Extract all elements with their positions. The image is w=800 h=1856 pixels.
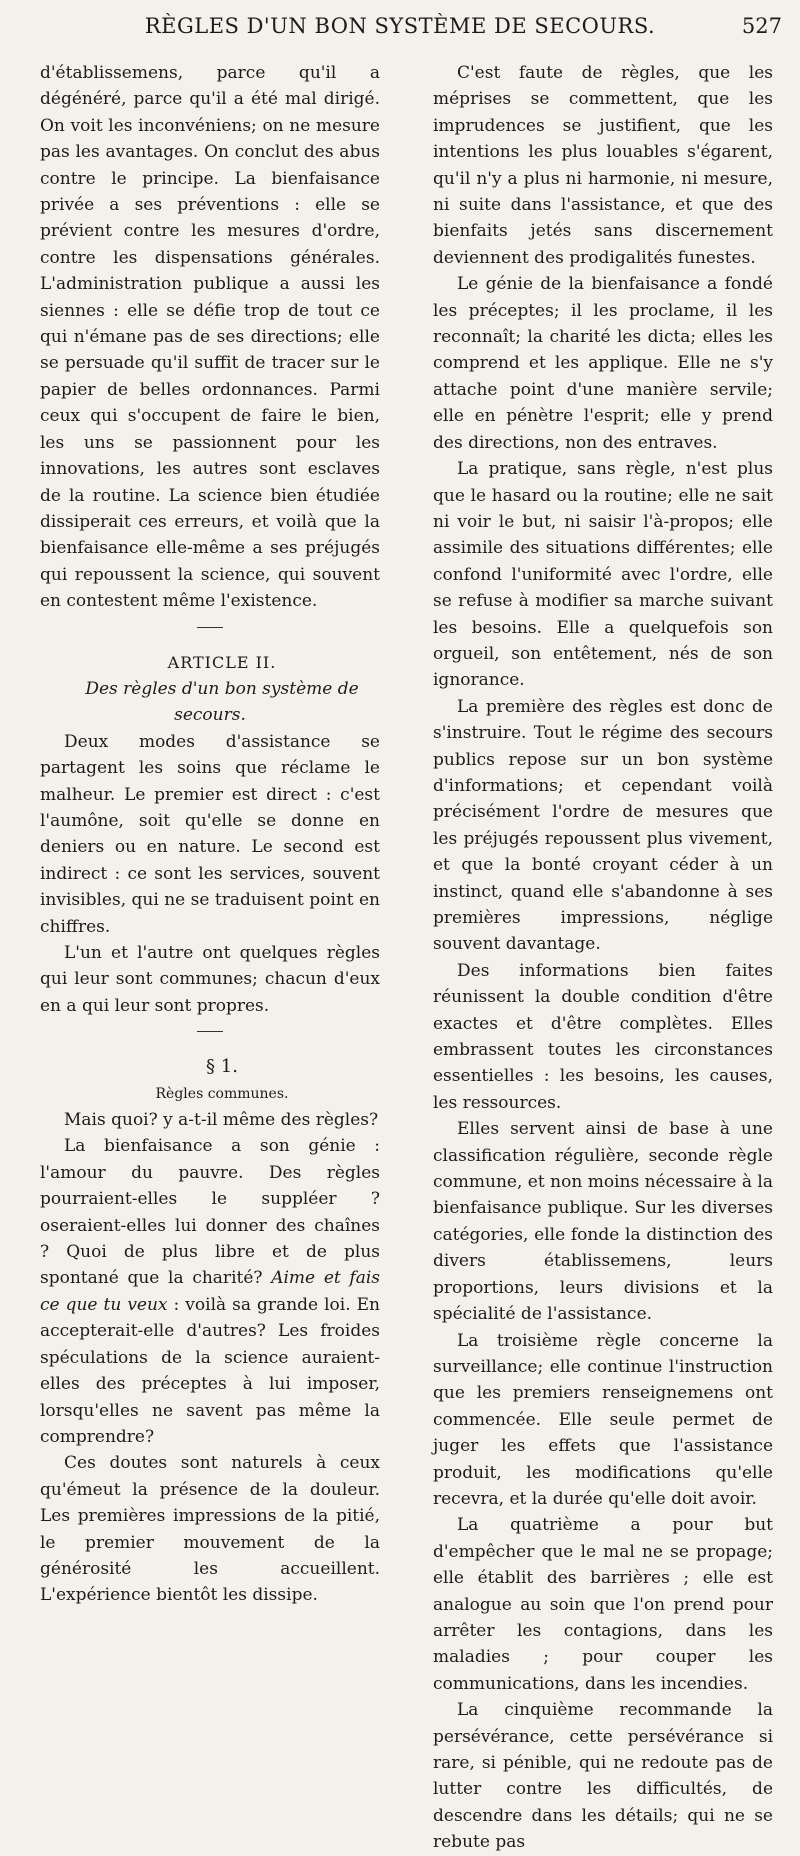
running-title: RÈGLES D'UN BON SYSTÈME DE SECOURS. — [144, 14, 656, 38]
paragraph: Deux modes d'assistance se partagent les soins que réclame le malheur. Le premier est direct : c'est l'aumône, soit qu'elle se donne en deniers ou en nature. Le second est indirect : ce sont les services, souvent invisibles, qui ne se traduisent point en chiffres. — [40, 731, 380, 937]
paragraph: d'établissemens, parce qu'il a dégénéré, parce qu'il a été mal dirigé. On voit les inconvéniens; on ne mesure pas les avantages. On conclut des abus contre le principe. La bienfaisance privée a ses préventions : elle se prévient contre les mesures d'ordre, contre les dispensations générales. L'administration publique a aussi les siennes : elle se défie trop de tout ce qui n'émane pas de ses directions; elle se persuade qu'il suffit de tracer sur le papier de belles ordonnances. Parmi ceux qui s'occupent de faire le bien, les uns se passionnent pour les innovations, les autres sont esclaves de la routine. La science bien étudiée dissiperait ces erreurs, et voilà que la bienfaisance elle-même a ses préjugés qui repoussent la science, qui souvent en contestent même l'existence. — [40, 63, 380, 612]
paragraph: Ces doutes sont naturels à ceux qu'émeut la présence de la douleur. Les premières impressions de la pitié, le premier mouvement de la générosité les accueillent. L'expérience bientôt les dissipe. — [40, 1453, 380, 1606]
italic-quote: Aime et fais ce que tu veux — [40, 1268, 380, 1315]
paragraph: La quatrième a pour but d'empêcher que le mal ne se propage; elle établit des barrières ; elle est analogue au soin que l'on prend pour arrêter les contagions, dans les maladies ; pour couper les communications, dans les incendies. — [433, 1515, 773, 1694]
paragraph: La première des règles est donc de s'instruire. Tout le régime des secours publics repose sur un bon système d'informations; et cependant voilà précisément l'ordre de mesures que les préjugés repoussent plus vivement, et que la bonté croyant céder à un instinct, quand elle s'abandonne à ses premières impressions, néglige souvent davantage. — [433, 696, 773, 955]
paragraph: La pratique, sans règle, n'est plus que le hasard ou la routine; elle ne sait ni voir le but, ni saisir l'à-propos; elle assimile des situations différentes; elle confond l'uniformité avec l'ordre, elle se refuse à modifier sa marche suivant les besoins. Elle a quelquefois son orgueil, son entêtement, nés de son ignorance. — [433, 459, 773, 691]
article-subtitle: Des règles d'un bon système de secours. — [85, 678, 359, 726]
article-heading: ARTICLE II. — [167, 652, 277, 672]
left-column — [40, 60, 380, 1609]
right-column — [433, 60, 773, 1856]
paragraph: L'un et l'autre ont quelques règles qui leur sont communes; chacun d'eux en a qui leur sont propres. — [40, 943, 380, 1016]
paragraph: Des informations bien faites réunissent la double condition d'être exactes et d'être complètes. Elles embrassent toutes les circonstances essentielles : les besoins, les causes, les ressources. — [433, 960, 773, 1113]
text-run: : voilà sa grande loi. En accepterait-elle d'autres? Les froides spéculations de la science auraient-elles des préceptes à lui imposer, lorsqu'elles ne savent pas même la comprendre? — [40, 1294, 381, 1447]
section-mark: § 1. — [206, 1056, 238, 1078]
divider — [197, 627, 223, 628]
paragraph: C'est faute de règles, que les méprises se commettent, que les imprudences se justifient, que les intentions les plus louables s'égarent, qu'il n'y a plus ni harmonie, ni mesure, ni suite dans l'assistance, et que des bienfaits jetés sans discernement deviennent des prodigalités funestes. — [433, 63, 773, 268]
divider — [197, 1031, 223, 1032]
text-run: La bienfaisance a son génie : l'amour du pauvre. Des règles pourraient-elles le suppléer ? oseraient-elles lui donner des chaînes ? Quoi de plus libre et de plus spontané que la charité? — [40, 1136, 380, 1289]
page-number: 527 — [741, 14, 782, 38]
paragraph: Elles servent ainsi de base à une classification régulière, seconde règle commune, et non moins nécessaire à la bienfaisance publique. Sur les diverses catégories, elle fonde la distinction des divers établissemens, leurs proportions, leurs divisions et la spécialité de l'assistance. — [433, 1119, 773, 1325]
paragraph — [40, 1133, 380, 1450]
paragraph: La troisième règle concerne la surveillance; elle continue l'instruction que les premiers renseignemens ont commencée. Elle seule permet de juger les effets que l'assistance produit, les modifications qu'elle recevra, et la durée qu'elle doit avoir. — [433, 1330, 773, 1509]
section-subtitle: Règles communes. — [155, 1085, 289, 1102]
paragraph: La cinquième recommande la persévérance, cette persévérance si rare, si pénible, qui ne redoute pas de lutter contre les difficultés, de descendre dans les détails; qui ne se rebute pas — [433, 1700, 773, 1853]
paragraph: Mais quoi? y a-t-il même des règles? — [64, 1110, 379, 1131]
paragraph: Le génie de la bienfaisance a fondé les préceptes; il les proclame, il les reconnaît; la charité les dicta; elles les comprend et les applique. Elle ne s'y attache point d'une manière servile; elle en pénètre l'esprit; elle y prend des directions, non des entraves. — [433, 274, 773, 453]
